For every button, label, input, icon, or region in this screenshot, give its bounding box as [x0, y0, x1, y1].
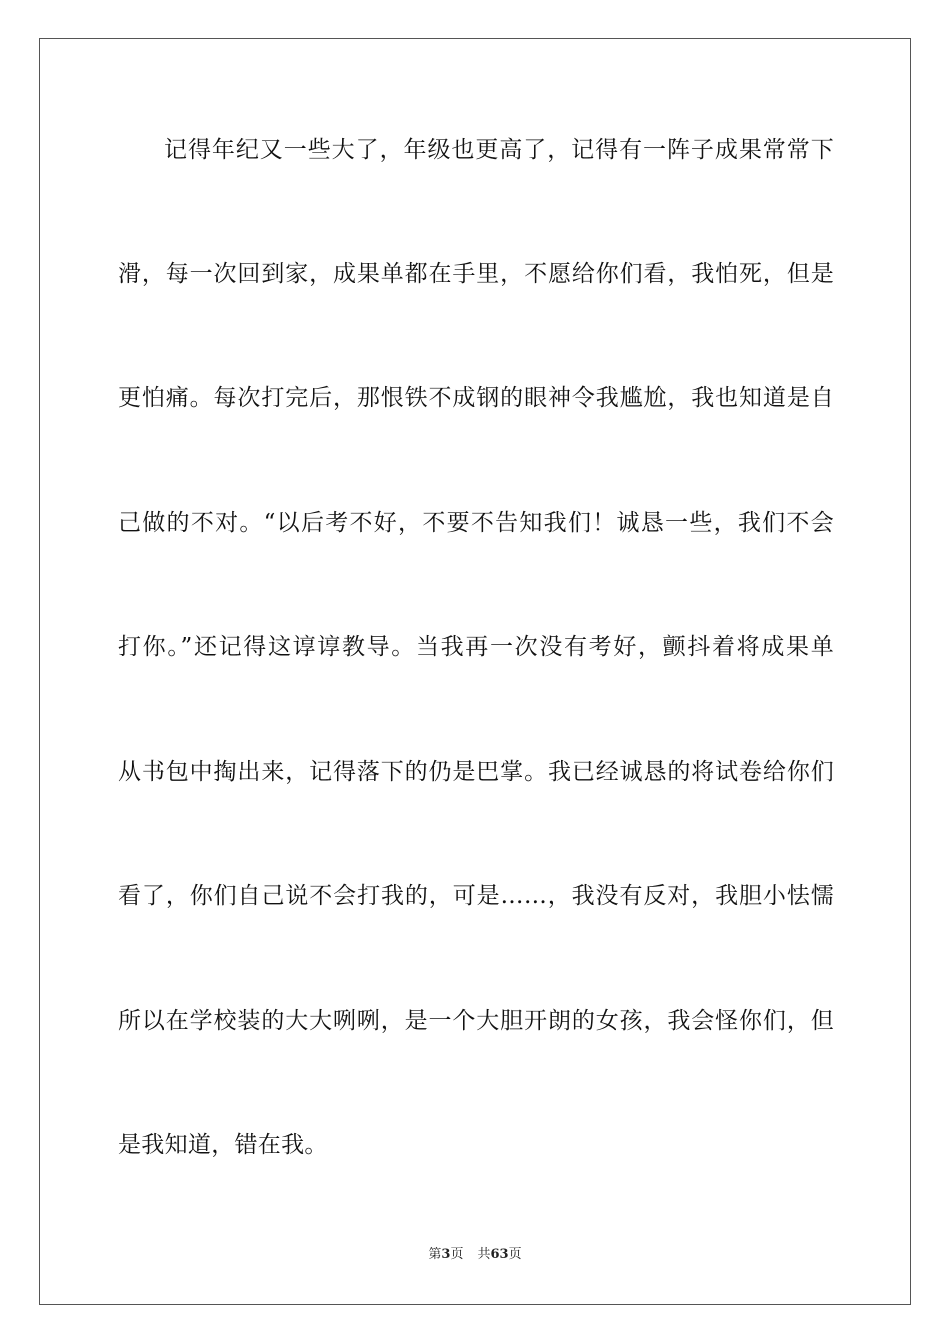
paragraph-line-4: 己做的不对。“以后考不好，不要不告知我们！诚恳一些，我们不会	[118, 510, 834, 536]
paragraph-line-3: 更怕痛。每次打完后，那恨铁不成钢的眼神令我尴尬，我也知道是自	[118, 385, 834, 411]
paragraph-line-9: 是我知道，错在我。	[118, 1132, 328, 1158]
page-suffix: 页	[450, 1247, 464, 1262]
total-prefix: 共	[477, 1247, 491, 1262]
paragraph-line-7: 看了，你们自己说不会打我的，可是……，我没有反对，我胆小怯懦	[118, 883, 834, 909]
paragraph-line-6: 从书包中掏出来，记得落下的仍是巴掌。我已经诚恳的将试卷给你们	[118, 759, 834, 785]
page-prefix: 第	[428, 1247, 442, 1262]
paragraph-line-5: 打你。”还记得这谆谆教导。当我再一次没有考好，颤抖着将成果单	[118, 634, 834, 660]
paragraph-line-8: 所以在学校装的大大咧咧，是一个大胆开朗的女孩，我会怪你们，但	[118, 1008, 834, 1034]
paragraph-line-2: 滑，每一次回到家，成果单都在手里，不愿给你们看，我怕死，但是	[118, 261, 834, 287]
page-number: 3	[441, 1247, 451, 1262]
page-border	[39, 38, 911, 1305]
total-suffix: 页	[508, 1247, 522, 1262]
page-footer	[0, 1246, 950, 1264]
paragraph-line-1: 记得年纪又一些大了，年级也更高了，记得有一阵子成果常常下	[164, 137, 834, 163]
total-pages: 63	[490, 1247, 509, 1262]
